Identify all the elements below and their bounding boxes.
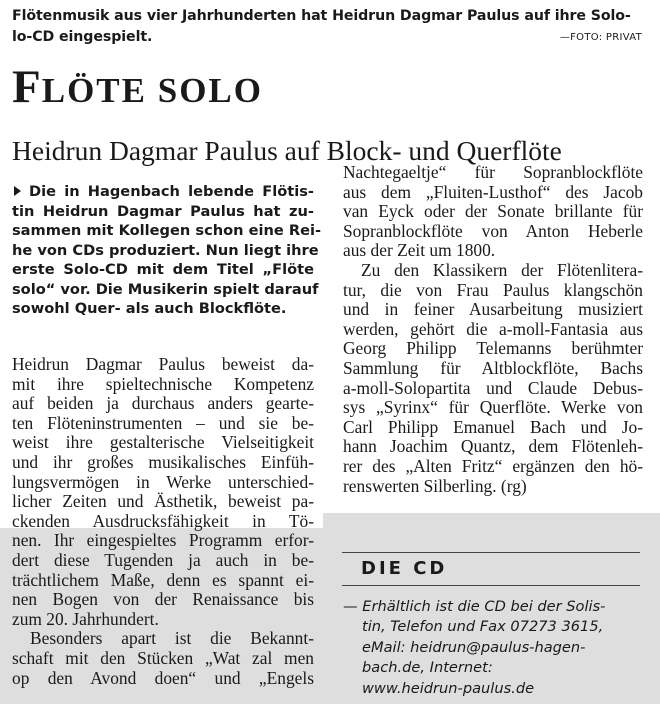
info-line: bach.de, Internet: (362, 659, 493, 677)
headline-rest: LÖTE SOLO (41, 71, 263, 110)
body-line: weist ihre gestalterische Vielseitigkeit (12, 432, 314, 453)
subheadline: Heidrun Dagmar Paulus auf Block- und Querflöte (12, 135, 562, 166)
body-line: lungsvermögen in Werke unterschied- (12, 471, 314, 492)
triangle-bullet-icon (14, 186, 21, 196)
body-column-right (343, 163, 643, 496)
body-line: aus dem „Fluiten-Lusthof“ des Jacob (343, 181, 643, 202)
lead-paragraph (12, 182, 322, 319)
body-line: aus der Zeit um 1800. (343, 240, 496, 261)
body-line: licher Zeiten und Ästhetik, beweist pa- (12, 491, 314, 512)
info-line: tin, Telefon und Fax 07273 3615, (362, 618, 604, 636)
body-line: auf beiden ja durchaus anders gearte- (12, 393, 314, 414)
body-column-left (12, 355, 314, 688)
body-line: Besonders apart ist die Bekannt- (30, 628, 314, 649)
body-line: Carl Philipp Emanuel Bach und Jo- (343, 416, 643, 437)
photo-caption-line-2: lo-CD eingespielt. (12, 29, 153, 45)
body-line: ten Flöteninstrumenten – und sie be- (12, 412, 314, 433)
body-line: Zu den Klassikern der Flötenlitera- (361, 259, 643, 280)
photo-credit: —FOTO: PRIVAT (559, 32, 642, 43)
lead-line: solo“ vor. Die Musikerin spielt darauf (12, 280, 319, 298)
headline (12, 61, 263, 113)
body-line: mit ihre spieltechnische Kompetenz (12, 373, 314, 394)
body-line: tur, die von Frau Paulus klangschön (343, 279, 643, 300)
body-line: trächtlichem Maße, denn es spannt ei- (12, 569, 314, 590)
info-box-text (343, 597, 641, 699)
website-link[interactable]: www.heidrun-paulus.de (362, 679, 535, 697)
info-box-top-rule (342, 552, 640, 553)
lead-line: erste Solo-CD mit dem Titel „Flöte (12, 261, 314, 278)
lead-line: tin Heidrun Dagmar Paulus hat zu- (12, 202, 314, 220)
lead-line: sammen mit Kollegen schon eine Rei- (12, 222, 322, 239)
body-line: und ihr großes musikalisches Einfüh- (12, 451, 314, 472)
info-box-title-rule (342, 585, 640, 586)
body-line: op den Avond doen“ und „Engels (12, 667, 314, 688)
body-line: und in feiner Ausarbeitung musiziert (343, 299, 643, 320)
body-line: van Eyck oder der Sonate brillante für (343, 201, 643, 222)
lead-line: he von CDs produziert. Nun liegt ihre (12, 241, 319, 259)
body-line: sys „Syrinx“ für Querflöte. Werke von (343, 397, 643, 418)
body-line: a-moll-Solopartita und Claude Debus- (343, 377, 643, 398)
lead-line: sowohl Quer- als auch Blockflöte. (12, 300, 287, 317)
body-line: ckenden Ausdrucksfähigkeit in Tö- (12, 510, 314, 531)
body-line: Nachtegaeltje“ für Sopranblockflöte (343, 162, 643, 182)
body-line: nen. Ihr eingespieltes Programm erfor- (12, 530, 314, 551)
headline-initial: F (12, 61, 42, 113)
info-line: — Erhältlich ist die CD bei der Solis- (343, 598, 606, 615)
info-line: eMail: heidrun@paulus-hagen- (362, 638, 586, 656)
body-line: rer des „Alten Fritz“ ergänzen den hö- (343, 455, 643, 476)
body-line: nen Bogen von der Renaissance bis (12, 589, 314, 610)
body-line: Sopranblockflöte von Anton Heberle (343, 220, 643, 241)
body-line: Georg Philipp Telemanns berühmter (343, 338, 643, 359)
body-line: zum 20. Jahrhundert. (12, 608, 159, 629)
body-line: schaft mit den Stücken „Wat zal men (12, 647, 314, 668)
photo-caption-line-1: Flötenmusik aus vier Jahrhunderten hat Heidrun Dagmar Paulus auf ihre Solo- (12, 8, 631, 24)
body-line: Sammlung für Altblockflöte, Bachs (343, 357, 643, 378)
body-line: renswerten Silberling. (rg) (343, 475, 527, 496)
info-box-title: DIE CD (361, 558, 448, 579)
lead-line: Die in Hagenbach lebende Flötis- (12, 182, 314, 202)
body-line: dert diese Tugenden ja auch in be- (12, 549, 314, 570)
body-line: Heidrun Dagmar Paulus beweist da- (12, 354, 314, 374)
body-line: hann Joachim Quantz, dem Flötenleh- (343, 436, 643, 457)
body-line: werden, gehört die a-moll-Fantasia aus (343, 318, 643, 339)
